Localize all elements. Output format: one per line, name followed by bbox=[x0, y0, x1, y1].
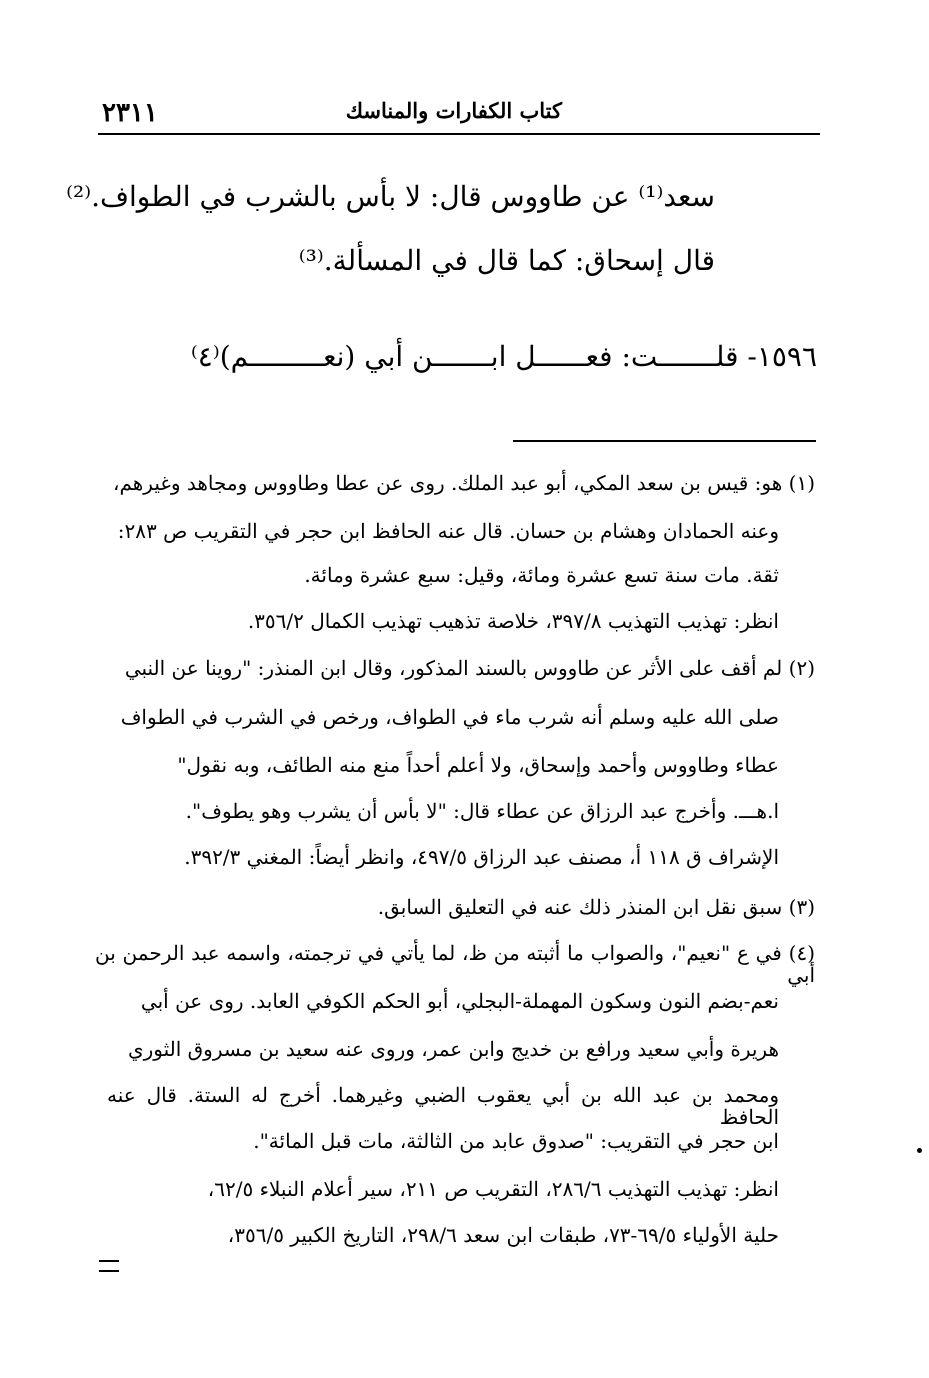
footnote-2-line-1: (٢) لم أقف على الأثر عن طاووس بالسند المذكور، وقال ابن المنذر: "روينا عن النبي bbox=[124, 656, 815, 680]
footnote-4-line-6: انظر: تهذيب التهذيب ٢٨٦/٦، التقريب ص ٢١١، سير أعلام النبلاء ٦٢/٥، bbox=[207, 1177, 779, 1201]
footnote-4-line-1: (٤) في ع "نعيم"، والصواب ما أثبته من ظ، لما يأتي في ترجمته، واسمه عبد الرحمن بن أبي bbox=[95, 941, 815, 987]
page-header bbox=[98, 92, 820, 126]
footnote-3-line-1: (٣) سبق نقل ابن المنذر ذلك عنه في التعليق السابق. bbox=[377, 895, 815, 919]
footnote-2-line-4: ا.هـــ. وأخرج عبد الرزاق عن عطاء قال: "لا بأس أن يشرب وهو يطوف". bbox=[185, 799, 779, 823]
footnote-4-line-3: هريرة وأبي سعيد ورافع بن خديج وابن عمر، وروى عنه سعيد بن مسروق الثوري bbox=[127, 1037, 779, 1061]
entry-heading: ١٥٩٦- قلـــــــت: فعــــــل ابـــــــن أبي (نعـــــــــم)⁽٤⁾ bbox=[190, 340, 817, 373]
footnote-4-line-2: نعم-بضم النون وسكون المهملة-البجلي، أبو الحكم الكوفي العابد. روى عن أبي bbox=[140, 989, 779, 1013]
footnote-4-line-5: ابن حجر في التقريب: "صدوق عابد من الثالثة، مات قبل المائة". bbox=[253, 1129, 779, 1153]
footnote-2-line-3: عطاء وطاووس وأحمد وإسحاق، ولا أعلم أحداً منع منه الطائف، وبه نقول" bbox=[177, 753, 779, 777]
page-number: ٢٣١١ bbox=[102, 98, 158, 128]
main-text-line-2: قال إسحاق: كما قال في المسألة.⁽³⁾ bbox=[298, 244, 715, 277]
continuation-mark bbox=[99, 1260, 119, 1272]
main-text-line-1: سعد⁽¹⁾ عن طاووس قال: لا بأس بالشرب في الطواف.⁽²⁾ bbox=[66, 180, 715, 213]
footnote-4-line-7: حلية الأولياء ٦٩/٥-٧٣، طبقات ابن سعد ٢٩٨/٦، التاريخ الكبير ٣٥٦/٥، bbox=[227, 1223, 779, 1247]
footnote-1-line-4: انظر: تهذيب التهذيب ٣٩٧/٨، خلاصة تذهيب تهذيب الكمال ٣٥٦/٢. bbox=[247, 609, 779, 633]
footnote-2-line-2: صلى الله عليه وسلم أنه شرب ماء في الطواف، ورخص في الشرب في الطواف bbox=[120, 705, 779, 729]
footnote-2-line-5: الإشراف ق ١١٨ أ، مصنف عبد الرزاق ٤٩٧/٥، وانظر أيضاً: المغني ٣٩٢/٣. bbox=[184, 845, 779, 869]
footnote-separator bbox=[513, 440, 816, 442]
running-title: كتاب الكفارات والمناسك bbox=[345, 98, 562, 123]
footnote-1-line-3: ثقة. مات سنة تسع عشرة ومائة، وقيل: سبع عشرة ومائة. bbox=[304, 563, 779, 587]
margin-dot bbox=[917, 1148, 922, 1153]
footnote-1-line-2: وعنه الحمادان وهشام بن حسان. قال عنه الحافظ ابن حجر في التقريب ص ٢٨٣: bbox=[117, 519, 779, 543]
footnote-1-line-1: (١) هو: قيس بن سعد المكي، أبو عبد الملك. روى عن عطا وطاووس ومجاهد وغيرهم، bbox=[112, 471, 815, 495]
footnote-4-line-4: ومحمد بن عبد الله بن أبي يعقوب الضبي وغيرهما. أخرج له الستة. قال عنه الحافظ bbox=[107, 1083, 779, 1129]
header-rule bbox=[98, 133, 820, 135]
